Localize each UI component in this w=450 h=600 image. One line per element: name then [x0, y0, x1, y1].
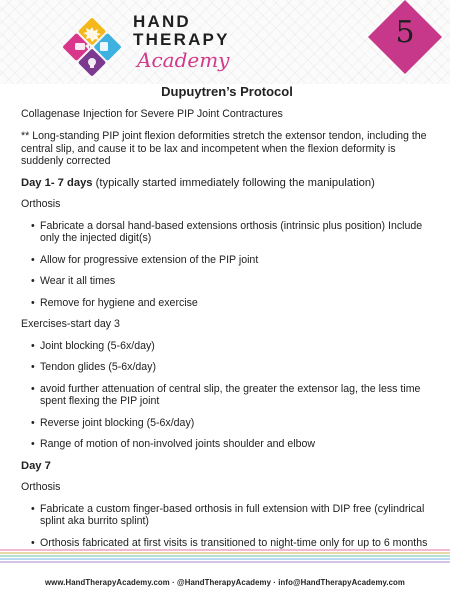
document-body [21, 86, 433, 558]
list-item: • Reverse joint blocking (5-6x/day) [21, 417, 433, 430]
footer-stripes [0, 549, 450, 565]
list-item: • Wear it all times [21, 275, 433, 288]
bullet-list [21, 340, 433, 451]
day-heading-bold: Day 1- 7 days [21, 176, 93, 189]
footer-stripe [0, 561, 450, 563]
footer-stripe [0, 555, 450, 557]
brand-line-1: HAND [133, 12, 191, 31]
list-item: • Allow for progressive extension of the PIP joint [21, 254, 433, 267]
list-item: • Fabricate a dorsal hand-based extensions orthosis (intrinsic plus position) Include only the injected digit(s) [21, 220, 433, 245]
footer-stripe [0, 549, 450, 551]
list-item: • Tendon glides (5-6x/day) [21, 361, 433, 374]
bullet-list [21, 503, 433, 550]
list-item: • Range of motion of non-involved joints shoulder and elbow [21, 438, 433, 451]
document-title: Dupuytren’s Protocol [161, 84, 293, 99]
hand-therapy-logo-icon [60, 14, 124, 78]
list-item: • Remove for hygiene and exercise [21, 297, 433, 310]
day-heading [21, 460, 433, 473]
list-item: • avoid further attenuation of central slip, the greater the extensor lag, the less time spent flexing the PIP joint [21, 383, 433, 408]
list-item: • Fabricate a custom finger-based orthosis in full extension with DIP free (cylindrical splint aka burrito splint) [21, 503, 433, 528]
document-note: ** Long-standing PIP joint flexion deformities stretch the extensor tendon, including the central slip, and cause it to be lax and incompetent when the flexion deformity is suddenly corrected [21, 130, 427, 167]
bullet-list [21, 220, 433, 310]
footer-stripe [0, 552, 450, 554]
section-label: Exercises-start day 3 [21, 318, 120, 330]
section-label: Orthosis [21, 481, 61, 493]
list-item: • Orthosis fabricated at first visits is transitioned to night-time only for up to 6 months [21, 537, 433, 550]
document-subtitle: Collagenase Injection for Severe PIP Joint Contractures [21, 107, 283, 120]
day-heading [21, 177, 433, 190]
brand-line-2: THERAPY [133, 30, 230, 49]
protocol-sections [21, 177, 433, 550]
day-heading-bold: Day 7 [21, 459, 51, 472]
brand-wordmark [133, 13, 230, 71]
day-heading-detail: (typically started immediately following the manipulation) [92, 176, 375, 189]
footer-contact: www.HandTherapyAcademy.com · @HandTherapyAcademy · info@HandTherapyAcademy.com [45, 578, 405, 587]
list-item: • Joint blocking (5-6x/day) [21, 340, 433, 353]
brand-line-3: Academy [137, 48, 230, 72]
section-label: Orthosis [21, 198, 61, 210]
footer-stripe [0, 558, 450, 560]
page-number: 5 [395, 15, 415, 50]
